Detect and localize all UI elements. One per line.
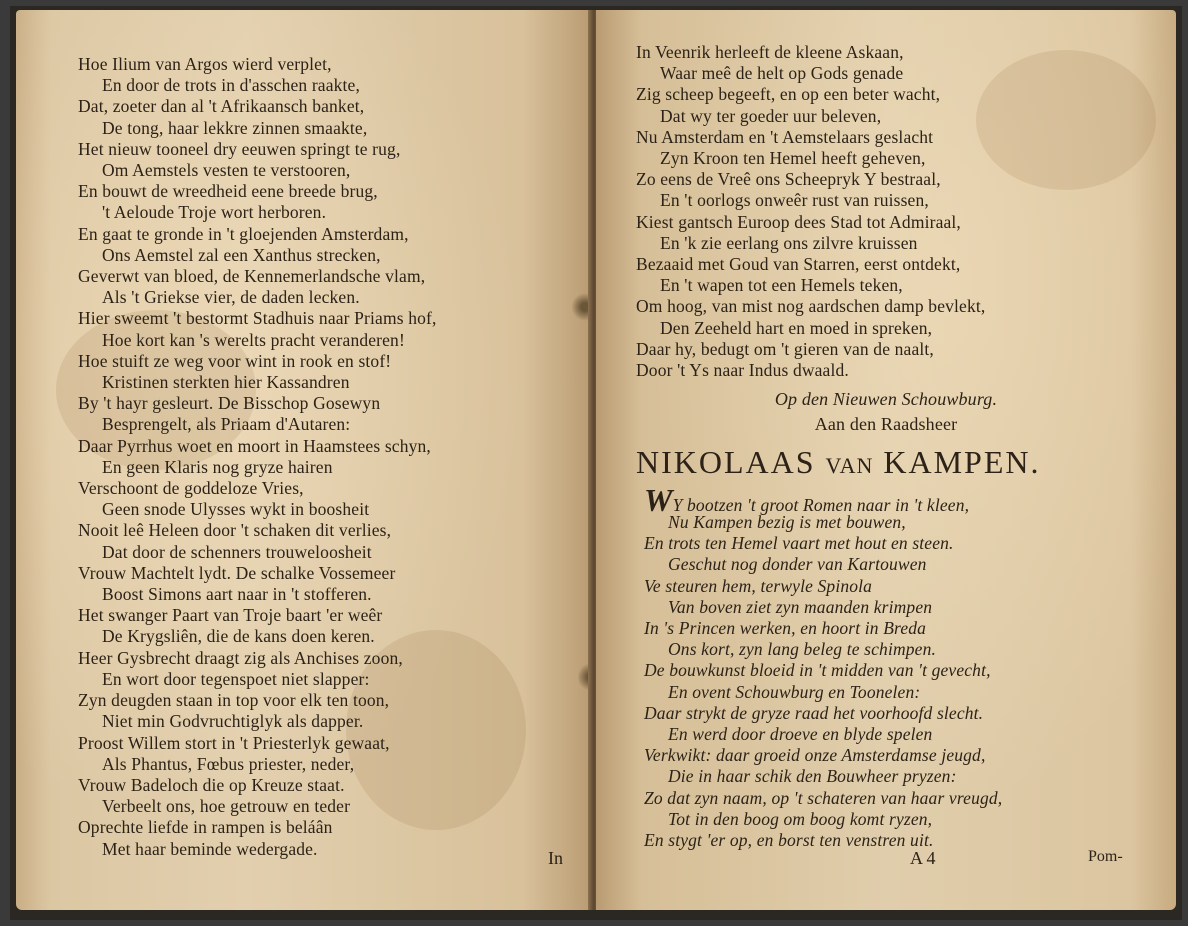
first-line-text: Y bootzen 't groot Romen naar in 't kleen, xyxy=(672,495,970,515)
verse-line: Besprengelt, als Priaam d'Autaren: xyxy=(102,414,351,435)
catchword: Pom- xyxy=(1088,848,1123,865)
verse-line: En werd door droeve en blyde spelen xyxy=(668,724,933,745)
verse-line: Geverwt van bloed, de Kennemerlandsche vlam, xyxy=(78,266,426,287)
verse-line: En 't wapen tot een Hemels teken, xyxy=(660,275,903,296)
verse-line: Ve steuren hem, terwyle Spinola xyxy=(644,575,873,596)
verse-line: Nu Kampen bezig is met bouwen, xyxy=(668,512,906,532)
verse-line: Als Phantus, Fœbus priester, neder, xyxy=(102,753,355,774)
verse-line: Zo dat zyn naam, op 't schateren van haar vreugd, xyxy=(644,787,1003,808)
verse-line: En bouwt de wreedheid eene breede brug, xyxy=(78,181,378,202)
left-page xyxy=(16,10,592,910)
verse-line: Heer Gysbrecht draagt zig als Anchises zoon, xyxy=(78,647,403,668)
drop-cap: W xyxy=(644,482,673,518)
verse-line: Tot in den boog om boog komt ryzen, xyxy=(668,808,933,829)
verse-line: Zig scheep begeeft, en op een beter wacht, xyxy=(636,84,941,105)
verse-line: In 's Princen werken, en hoort in Breda xyxy=(644,618,927,639)
verse-line: Boost Simons aart naar in 't stofferen. xyxy=(102,584,372,605)
verse-line: Daar hy, bedugt om 't gieren van de naalt, xyxy=(636,338,934,359)
verse-line: En ovent Schouwburg en Toonelen: xyxy=(668,681,921,702)
poem-title xyxy=(636,444,1041,481)
verse-line: Verbeelt ons, hoe getrouw en teder xyxy=(102,796,351,817)
verse-line: Ons Aemstel zal een Xanthus strecken, xyxy=(102,244,381,265)
verse-line: Het nieuw tooneel dry eeuwen springt te rug, xyxy=(78,138,401,159)
verse-line: Hier sweemt 't bestormt Stadhuis naar Priams hof, xyxy=(78,308,437,329)
verse-line: Nu Amsterdam en 't Aemstelaars geslacht xyxy=(636,126,934,147)
verse-line: En wort door tegenspoet niet slapper: xyxy=(102,668,370,689)
book-spread xyxy=(10,6,1182,920)
verse-line: Zyn Kroon ten Hemel heeft geheven, xyxy=(660,148,926,169)
verse-line: Kristinen sterkten hier Kassandren xyxy=(102,372,350,393)
title-part: NIKOLAAS xyxy=(636,444,816,480)
title-part: VAN xyxy=(825,453,874,478)
verse-line: Daar strykt de gryze raad het voorhoofd slecht. xyxy=(644,702,984,723)
verse-line: Geen snode Ulysses wykt in boosheit xyxy=(102,499,370,520)
catchword: In xyxy=(548,848,563,868)
verse-line: Niet min Godvruchtiglyk als dapper. xyxy=(102,711,364,732)
verse-line: Met haar beminde wedergade. xyxy=(102,838,318,859)
verse-line: Die in haar schik den Bouwheer pryzen: xyxy=(668,766,957,787)
verse-line: En gaat te gronde in 't gloejenden Amsterdam, xyxy=(78,223,409,244)
verse-line: En trots ten Hemel vaart met hout en steen. xyxy=(644,533,954,554)
verse-line: By 't hayr gesleurt. De Bisschop Gosewyn xyxy=(78,393,381,414)
verse-line: Den Zeeheld hart en moed in spreken, xyxy=(660,317,933,338)
verse-line: En door de trots in d'asschen raakte, xyxy=(102,75,361,96)
verse-line: Dat wy ter goeder uur beleven, xyxy=(660,105,882,126)
paper-stain xyxy=(976,50,1156,190)
verse-line: De bouwkunst bloeid in 't midden van 't gevecht, xyxy=(644,660,991,681)
right-poem-body xyxy=(644,512,1002,851)
verse-line: En geen Klaris nog gryze hairen xyxy=(102,456,333,477)
left-poem xyxy=(78,54,437,860)
verse-line: Nooit leê Heleen door 't schaken dit verlies, xyxy=(78,520,392,541)
verse-line: Hoe Ilium van Argos wierd verplet, xyxy=(78,54,332,74)
verse-line: Vrouw Badeloch die op Kreuze staat. xyxy=(78,774,345,795)
verse-line: En 't oorlogs onweêr rust van ruissen, xyxy=(660,190,929,211)
verse-line: Bezaaid met Goud van Starren, eerst ontdekt, xyxy=(636,254,961,275)
verse-line: 't Aeloude Troje wort herboren. xyxy=(102,202,327,223)
dedication-line: Aan den Raadsheer xyxy=(814,414,958,434)
verse-line: Vrouw Machtelt lydt. De schalke Vossemeer xyxy=(78,562,396,583)
verse-line: Zyn deugden staan in top voor elk ten toon, xyxy=(78,690,390,711)
title-part: KAMPEN. xyxy=(883,444,1041,480)
verse-line: Hoe stuift ze weg voor wint in rook en stof! xyxy=(78,350,392,371)
verse-line: Om Aemstels vesten te verstooren, xyxy=(102,160,351,181)
verse-line: En stygt 'er op, en borst ten venstren uit. xyxy=(644,830,934,851)
verse-line: Verkwikt: daar groeid onze Amsterdamse jeugd, xyxy=(644,745,986,766)
verse-line: En 'k zie eerlang ons zilvre kruissen xyxy=(660,232,918,253)
verse-line: Het swanger Paart van Troje baart 'er weêr xyxy=(78,605,383,626)
verse-line: Van boven ziet zyn maanden krimpen xyxy=(668,596,933,617)
verse-line: Dat door de schenners trouweloosheit xyxy=(102,541,372,562)
verse-line: Geschut nog donder van Kartouwen xyxy=(668,554,927,575)
verse-line: Daar Pyrrhus woet en moort in Haamstees schyn, xyxy=(78,435,431,456)
verse-line: Verschoont de goddeloze Vries, xyxy=(78,478,304,499)
verse-line: Kiest gantsch Euroop dees Stad tot Admiraal, xyxy=(636,211,961,232)
signature-mark: A 4 xyxy=(910,848,936,868)
verse-line: Waar meê de helt op Gods genade xyxy=(660,63,904,84)
verse-line: Proost Willem stort in 't Priesterlyk gewaat, xyxy=(78,732,390,753)
verse-line: In Veenrik herleeft de kleene Askaan, xyxy=(636,42,904,62)
verse-line: De Krygsliên, die de kans doen keren. xyxy=(102,626,375,647)
verse-line: Door 't Ys naar Indus dwaald. xyxy=(636,360,849,381)
verse-line: Zo eens de Vreê ons Scheepryk Y bestraal, xyxy=(636,169,941,190)
poem-heading: Op den Nieuwen Schouwburg. xyxy=(774,389,998,409)
verse-line: Dat, zoeter dan al 't Afrikaansch banket, xyxy=(78,96,365,117)
verse-line: Om hoog, van mist nog aardschen damp bevlekt, xyxy=(636,296,986,317)
verse-line: Als 't Griekse vier, de daden lecken. xyxy=(102,287,360,308)
right-poem xyxy=(636,42,985,381)
verse-line: Ons kort, zyn lang beleg te schimpen. xyxy=(668,639,936,660)
right-page xyxy=(596,10,1176,910)
verse-line: De tong, haar lekkre zinnen smaakte, xyxy=(102,117,368,138)
verse-line: Hoe kort kan 's werelts pracht veranderen! xyxy=(102,329,405,350)
verse-line: Oprechte liefde in rampen is beláân xyxy=(78,817,333,838)
